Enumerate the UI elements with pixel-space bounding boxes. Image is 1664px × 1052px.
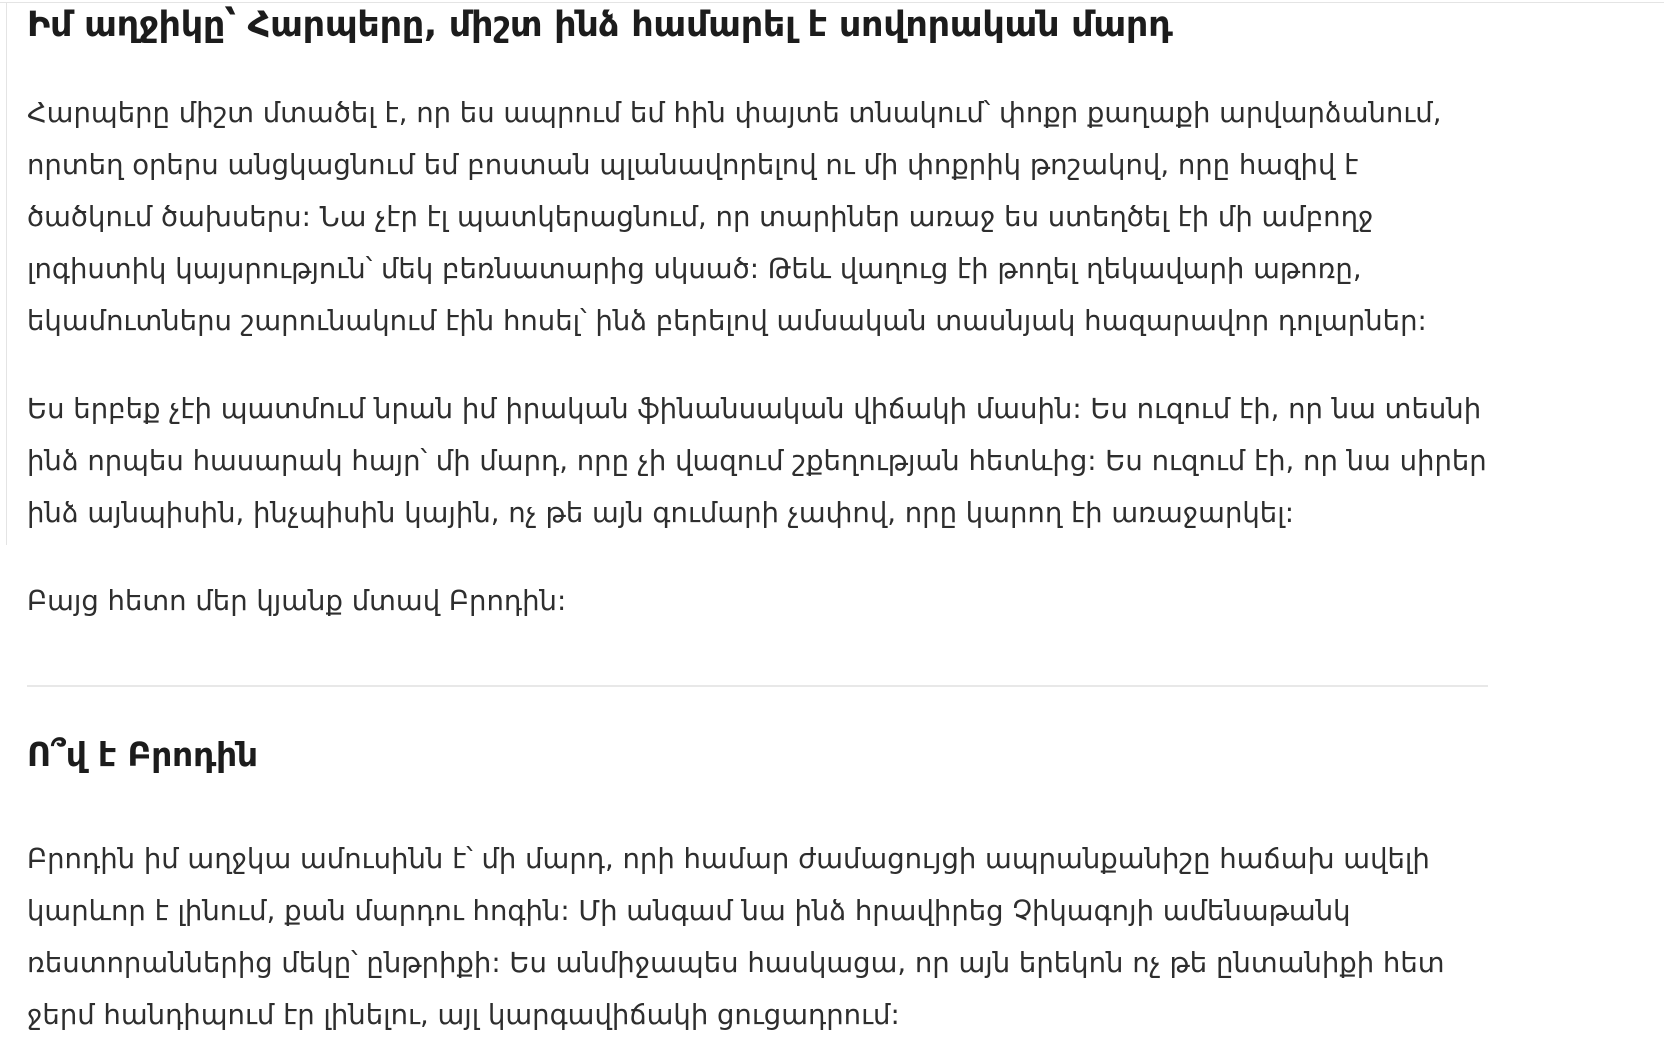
paragraph: Բայց հետո մեր կյանք մտավ Բրոդին: — [27, 585, 567, 617]
paragraph: Ես երբեք չէի պատմում նրան իմ իրական ֆինանսական վիճակի մասին: Ես ուզում էի, որ նա տեսնի ինձ որպես հասարակ հայր՝ մի մարդ, որը չի վազում շքեղության հետևից: Ես ուզում էի, որ նա սիրեր ինձ այնպիսին, ինչպիսին կային, ոչ թե այն գումարի չափով, որը կարող էի առաջարկել: — [27, 393, 1487, 529]
section-divider — [27, 685, 1488, 687]
article — [27, 0, 1490, 1041]
article-title: Իմ աղջիկը՝ Հարպերը, միշտ ինձ համարել է սովորական մարդ — [27, 5, 1173, 45]
section-heading: Ո՞վ է Բրոդին — [27, 735, 258, 774]
paragraph: Բրոդին իմ աղջկա ամուսինն է՝ մի մարդ, որի համար ժամացույցի ապրանքանիշը հաճախ ավելի կարևոր է լինում, քան մարդու հոգին: Մի անգամ նա ինձ հրավիրեց Չիկագոյի ամենաթանկ ռեստորաններից մեկը՝ ընթրիքի: Ես անմիջապես հասկացա, որ այն երեկոն ոչ թե ընտանիքի հետ ջերմ հանդիպում էր լինելու, այլ կարգավիճակի ցուցադրում: — [27, 843, 1445, 1031]
paragraph: Հարպերը միշտ մտածել է, որ ես ապրում եմ հին փայտե տնակում՝ փոքր քաղաքի արվարձանում, որտեղ օրերս անցկացնում եմ բոստան պլանավորելով ու մի փոքրիկ թոշակով, որը հազիվ է ծածկում ծախսերս: Նա չէր էլ պատկերացնում, որ տարիներ առաջ ես ստեղծել էի մի ամբողջ լոգիստիկ կայսրություն՝ մեկ բեռնատարից սկսած: Թեև վաղուց էի թողել ղեկավարի աթոռը, եկամուտներս շարունակում էին հոսել՝ ինձ բերելով ամսական տասնյակ հազարավոր դոլարներ: — [27, 97, 1442, 337]
left-border-line — [6, 2, 7, 545]
